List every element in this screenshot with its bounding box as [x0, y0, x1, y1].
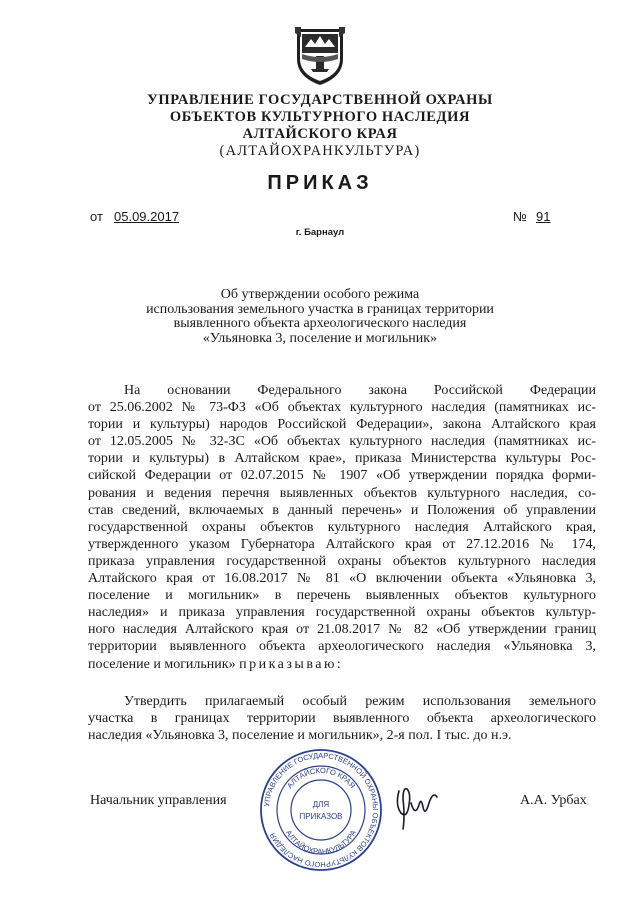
- body-line: На основании Федерального закона Российской Федерации: [124, 383, 596, 398]
- coat-of-arms-icon: [293, 23, 347, 87]
- official-seal-stamp: [258, 747, 384, 873]
- body-paragraph-basis: [88, 382, 596, 673]
- seal-outer-text: УПРАВЛЕНИЕ ГОСУДАРСТВЕННОЙ ОХРАНЫ ОБЪЕКТОВ КУЛЬТУРНОГО НАСЛЕДИЯ: [262, 750, 381, 870]
- org-name-line-2: ОБЪЕКТОВ КУЛЬТУРНОГО НАСЛЕДИЯ: [169, 109, 471, 125]
- subject-line: «Ульяновка 3, поселение и могильник»: [202, 330, 438, 346]
- body-line: государственной охраны объектов культурного наследия Алтайского края,: [88, 519, 596, 535]
- order-number: 91: [536, 209, 551, 224]
- body-line: утвержденного указом Губернатора Алтайского края от 27.12.2016 № 174,: [88, 536, 596, 552]
- body-paragraph-resolution: [88, 693, 596, 744]
- number-label: №: [513, 209, 527, 224]
- subject-line: использования земельного участка в границах территории: [146, 301, 494, 317]
- body-line: став сведений, включаемых в данный перечень» и Положения об управлении: [88, 502, 596, 518]
- handwritten-signature-icon: [393, 783, 441, 833]
- body-line-command: [88, 656, 596, 673]
- body-line: сийской Федерации от 02.07.2015 № 1907 «Об утверждении порядка форми-: [88, 468, 596, 484]
- body-line: тории и культуры) народов Российской Федерации», закона Алтайского края: [88, 417, 596, 433]
- body-line: приказа управления государственной охраны объектов культурного наследия: [88, 553, 596, 569]
- seal-center-bottom: ПРИКАЗОВ: [299, 812, 343, 821]
- seal-bottom-text: АЛТАЙОХРАНКУЛЬТУРА: [284, 828, 358, 857]
- order-date: 05.09.2017: [114, 209, 180, 224]
- subject-line: Об утверждении особого режима: [220, 287, 420, 302]
- body-line: тории и культуры) в Алтайском крае», приказа Министерства культуры Рос-: [88, 451, 596, 467]
- subject-line: выявленного объекта археологического наследия: [173, 316, 467, 332]
- date-label: от: [90, 209, 103, 224]
- body-line: участка в границах территории выявленного объекта археологического: [88, 711, 596, 727]
- body-line: рования и ведения перечня выявленных объектов культурного наследия, со-: [88, 485, 596, 501]
- order-city: г. Барнаул: [295, 227, 345, 238]
- signer-title: Начальник управления: [90, 793, 227, 808]
- body-line: поселение и могильник»: [88, 656, 236, 672]
- body-line: территории выявленного объекта археологического наследия «Ульяновка 3,: [88, 639, 596, 655]
- body-line: от 25.06.2002 № 73-ФЗ «Об объектах культурного наследия (памятниках ис-: [88, 400, 596, 416]
- command-word: приказываю:: [239, 656, 344, 672]
- body-line: ного наследия Алтайского края от 21.08.2017 № 82 «Об утверждении границ: [88, 622, 596, 638]
- body-line: наследия» и приказа управления государственной охраны объектов культур-: [88, 605, 596, 621]
- body-line: поселение и могильник» в перечень выявленных объектов культурного: [88, 588, 596, 604]
- body-line: Утвердить прилагаемый особый режим использования земельного: [124, 694, 596, 709]
- body-line: наследия «Ульяновка 3, поселение и могильник», 2-я пол. I тыс. до н.э.: [88, 728, 512, 744]
- order-subject: [140, 288, 500, 346]
- signer-name: А.А. Урбах: [520, 793, 587, 808]
- body-line: Алтайского края от 16.08.2017 № 81 «О включении объекта «Ульяновка 3,: [88, 571, 596, 587]
- org-name-line-1: УПРАВЛЕНИЕ ГОСУДАРСТВЕННОЙ ОХРАНЫ: [147, 92, 493, 108]
- seal-center-top: ДЛЯ: [312, 800, 330, 809]
- seal-middle-text: АЛТАЙСКОГО КРАЯ: [285, 765, 357, 791]
- org-name-line-3: АЛТАЙСКОГО КРАЯ: [242, 126, 398, 142]
- body-line: от 12.05.2005 № 32-ЗС «Об объектах культурного наследия (памятниках ис-: [88, 434, 596, 450]
- document-title: ПРИКАЗ: [267, 172, 373, 194]
- org-short-name: (АЛТАЙОХРАНКУЛЬТУРА): [219, 143, 421, 159]
